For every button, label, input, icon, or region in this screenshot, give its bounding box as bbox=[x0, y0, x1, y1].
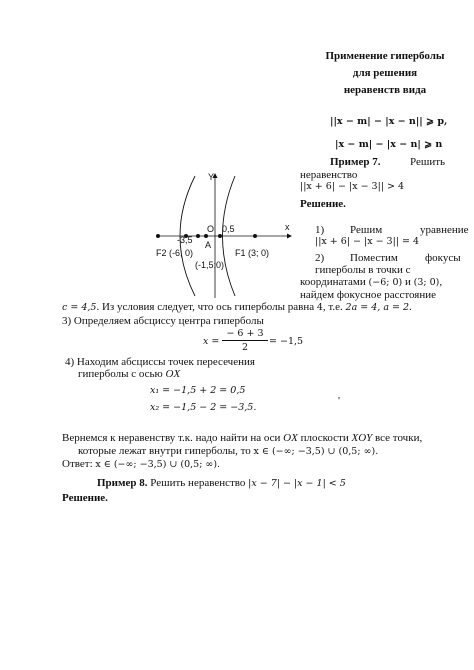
example8-solution: Решение. bbox=[62, 492, 108, 504]
example7-line2: неравенство bbox=[300, 169, 358, 181]
step2-comma: , bbox=[439, 276, 443, 288]
c-value: c = 4,5 bbox=[62, 302, 97, 313]
te-text: , т.е. bbox=[322, 301, 343, 313]
example7-label: Пример 7. bbox=[330, 156, 381, 168]
step4-line2 bbox=[78, 368, 180, 380]
neg-label: -3,5 bbox=[177, 235, 193, 245]
example8-text: Решить неравенство bbox=[150, 477, 246, 489]
step1-word-b: уравнение bbox=[420, 224, 469, 236]
formula-1: ||x − m| − |x − n|| ⩾ p, bbox=[330, 116, 448, 127]
c-line bbox=[62, 301, 412, 313]
return-ox: OX bbox=[283, 432, 298, 444]
fraction-numerator: − 6 + 3 bbox=[226, 328, 264, 339]
answer-line bbox=[62, 458, 220, 470]
focus-f1-point bbox=[253, 234, 257, 238]
return-line2 bbox=[78, 445, 378, 457]
answer-label: Ответ: bbox=[62, 458, 93, 470]
center-point bbox=[196, 234, 200, 238]
solution-set-1: x ∈ (−∞; −3,5) ∪ (0,5; ∞). bbox=[253, 446, 379, 457]
a-equation: 2a = 4, a = 2 bbox=[345, 302, 410, 313]
return-text-c: все точки, bbox=[375, 432, 423, 444]
example8-line bbox=[97, 477, 346, 489]
focus-point-2: (3; 0) bbox=[413, 277, 440, 288]
focus-f2-point bbox=[156, 234, 160, 238]
x-equals: x = bbox=[203, 336, 220, 347]
step2-num: 2) bbox=[315, 252, 325, 264]
title-line-2: для решения bbox=[352, 67, 418, 79]
example8-inequality: |x − 7| − |x − 1| < 5 bbox=[248, 478, 346, 489]
hyperbola-graph bbox=[155, 168, 300, 303]
axis-value: 4 bbox=[316, 302, 323, 313]
return-line1 bbox=[62, 432, 422, 444]
c-dot: . bbox=[409, 301, 412, 313]
center-label: (-1,5;0) bbox=[195, 260, 225, 270]
f1-label: F1 (3; 0) bbox=[235, 248, 270, 258]
y-axis-label: Y bbox=[208, 172, 215, 182]
step1-word-a: Решим bbox=[350, 224, 383, 236]
step3-text: 3) Определяем абсциссу центра гиперболы bbox=[62, 315, 264, 327]
step2-line4: найдем фокусное расстояние bbox=[300, 289, 437, 301]
title-line-1: Применение гиперболы bbox=[325, 50, 445, 62]
return-text-a: Вернемся к неравенству т.к. надо найти на оси bbox=[62, 432, 281, 444]
step1-equation: ||x + 6| − |x − 3|| = 4 bbox=[315, 236, 420, 247]
step2-word-a: Поместим bbox=[350, 252, 398, 264]
step4-ox: OX bbox=[165, 368, 181, 380]
example8-label: Пример 8. bbox=[97, 477, 148, 489]
example7-solution: Решение. bbox=[300, 198, 346, 210]
formula-2: |x − m| − |x − n| ⩾ n bbox=[335, 139, 443, 150]
title-line-3: неравенств вида bbox=[343, 84, 427, 96]
vertex-right-point bbox=[218, 234, 222, 238]
return-text-b: плоскости bbox=[300, 432, 349, 444]
return-line2-text: которые лежат внутри гиперболы, то bbox=[78, 445, 251, 457]
fraction-bar bbox=[222, 340, 268, 341]
x-axis-label: x bbox=[285, 222, 290, 232]
solution-set-2: x ∈ (−∞; −3,5) ∪ (0,5; ∞). bbox=[95, 459, 221, 470]
x2-equation: x₂ = −1,5 − 2 = −3,5. bbox=[150, 402, 257, 413]
step2-line2: гиперболы в точки с bbox=[315, 264, 411, 276]
origin-label: O bbox=[207, 224, 215, 234]
fraction-result: = −1,5 bbox=[269, 336, 304, 347]
origin-point bbox=[204, 234, 208, 238]
x-axis-arrow bbox=[287, 234, 292, 239]
x1-equation: x₁ = −1,5 + 2 = 0,5 bbox=[150, 385, 246, 396]
step4-line1: 4) Находим абсциссы точек пересечения bbox=[65, 356, 255, 368]
fraction-denominator: 2 bbox=[241, 342, 249, 353]
step1-num: 1) bbox=[315, 224, 325, 236]
example7-tail: Решить bbox=[410, 156, 446, 168]
example7-inequality: ||x + 6| − |x − 3|| > 4 bbox=[300, 181, 405, 192]
stray-tick: ' bbox=[338, 395, 340, 407]
step4-text: гиперболы с осью bbox=[78, 368, 163, 380]
step2-word-b: фокусы bbox=[425, 252, 461, 264]
return-xoy: XOY bbox=[351, 432, 373, 444]
point-a-label: A bbox=[205, 240, 212, 250]
step2-line3 bbox=[300, 276, 442, 288]
step2-coordinates-label: координатами bbox=[300, 276, 366, 288]
c-text: . Из условия следует, что ось гиперболы равна bbox=[96, 301, 315, 313]
focus-point-1: (−6; 0) bbox=[368, 277, 403, 288]
half-label: 0,5 bbox=[222, 224, 235, 234]
f2-label: F2 (-6; 0) bbox=[156, 248, 194, 258]
step2-and: и bbox=[404, 276, 411, 288]
